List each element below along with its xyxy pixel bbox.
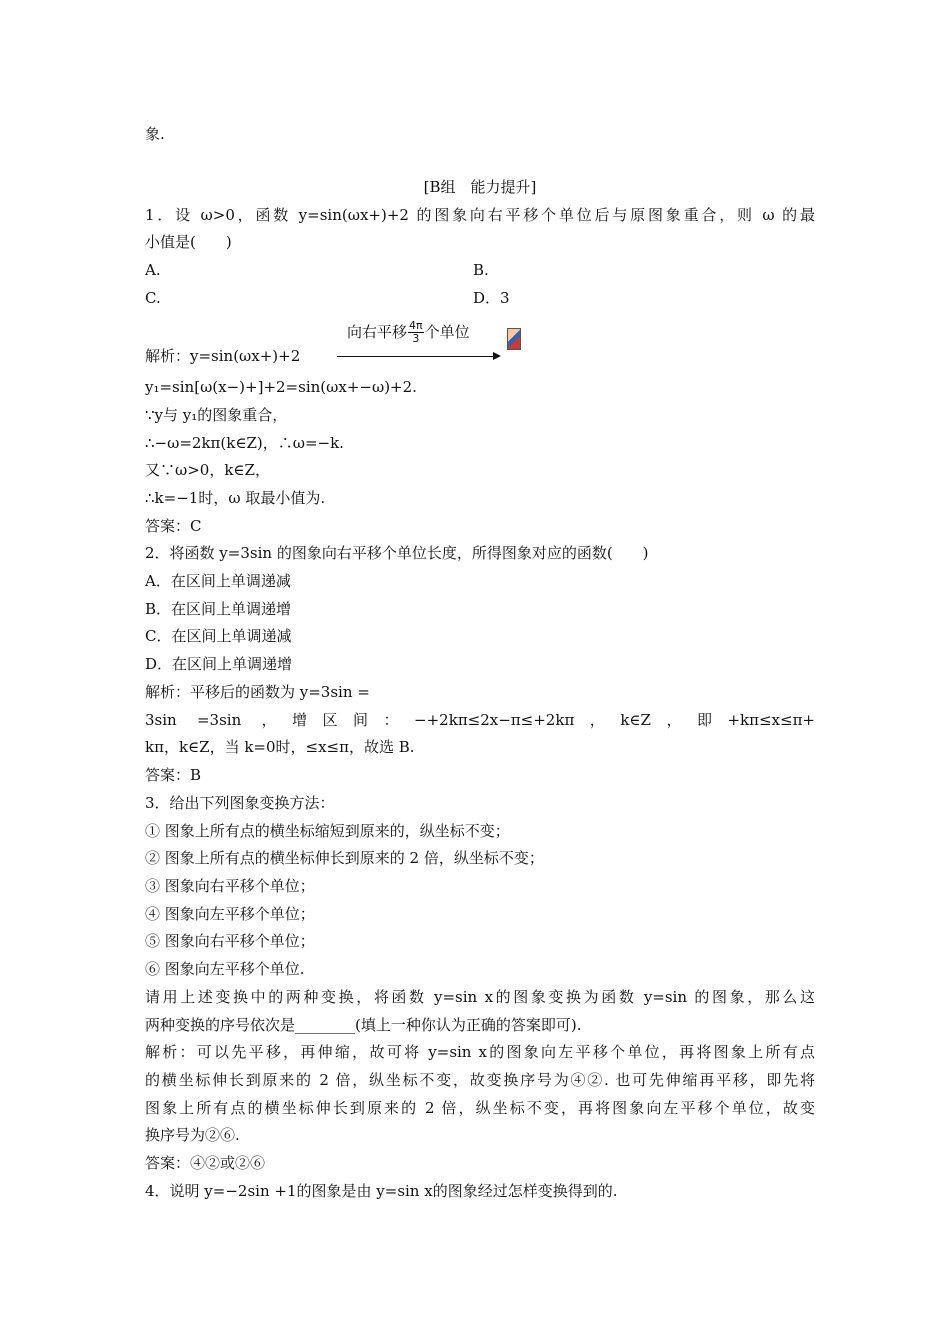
question-3-ask-line-2: 两种变换的序号依次是________(填上一种你认为正确的答案即可).	[145, 1016, 582, 1034]
method-3: ③ 图象向右平移个单位；	[145, 877, 315, 895]
question-1-line-1: 1．设 ω>0，函数 y=sin(ωx+)+2 的图象向右平移个单位后与原图象重合，则 ω 的最	[145, 206, 815, 224]
solution-1-line-1: 解析：y=sin(ωx+)+2	[145, 347, 301, 365]
option-d: D．3	[473, 289, 510, 307]
arrow-label	[347, 320, 470, 345]
option-d: D．在区间上单调递增	[145, 655, 293, 673]
answer-2: 答案：B	[145, 766, 202, 784]
question-2: 2．将函数 y=3sin 的图象向右平移个单位长度，所得图象对应的函数( )	[145, 544, 649, 562]
answer-3: 答案：④②或②⑥	[145, 1154, 266, 1172]
answer-1: 答案：C	[145, 517, 202, 535]
solution-1-line-2: y₁=sin[ω(x−)+]+2=sin(ωx+−ω)+2.	[145, 378, 417, 396]
solution-2-line-3: kπ，k∈Z，当 k=0时，≤x≤π，故选 B.	[145, 738, 415, 756]
solution-1-line-3: ∵y与 y₁的图象重合，	[145, 406, 288, 424]
method-4: ④ 图象向左平移个单位；	[145, 905, 315, 923]
question-4: 4．说明 y=−2sin +1的图象是由 y=sin x的图象经过怎样变换得到的.	[145, 1182, 618, 1200]
option-b: B．在区间上单调递增	[145, 600, 292, 618]
method-1: ① 图象上所有点的横坐标缩短到原来的，纵坐标不变；	[145, 822, 510, 840]
method-5: ⑤ 图象向右平移个单位；	[145, 932, 315, 950]
arrow-label-text: 向右平移	[347, 323, 408, 341]
solution-2-line-1: 解析：平移后的函数为 y=3sin =	[145, 683, 370, 701]
option-a: A.	[145, 261, 161, 279]
solution-3-line-3: 图象上所有点的横坐标伸长到原来的 2 倍，纵坐标不变，再将图象向左平移个单位，故变	[145, 1099, 815, 1117]
solution-1-line-6: ∴k=−1时，ω 取最小值为.	[145, 489, 326, 507]
question-3-ask-line-1: 请用上述变换中的两种变换，将函数 y=sin x的图象变换为函数 y=sin 的图象，那么这	[145, 988, 815, 1006]
option-a: A．在区间上单调递减	[145, 572, 291, 590]
method-2: ② 图象上所有点的横坐标伸长到原来的 2 倍，纵坐标不变；	[145, 849, 544, 867]
fraction-denominator: 3	[412, 332, 420, 345]
solution-2-line-2: 3sin =3sin ，增区间：−+2kπ≤2x−π≤+2kπ，k∈Z，即+kπ≤x≤π+	[145, 711, 815, 729]
option-c: C．在区间上单调递减	[145, 627, 292, 645]
solution-1-line-4: ∴−ω=2kπ(k∈Z)，∴ω=−k.	[145, 434, 344, 452]
question-3: 3．给出下列图象变换方法：	[145, 794, 335, 812]
arrow-label-suffix: 个单位	[424, 323, 470, 341]
solution-3-line-2: 的横坐标伸长到原来的 2 倍，纵坐标不变，故变换序号为④②. 也可先伸缩再平移，即先将	[145, 1071, 815, 1089]
text-line: 象.	[145, 125, 165, 143]
option-c: C.	[145, 289, 161, 307]
section-heading: [B组 能力提升]	[423, 178, 537, 196]
solution-3-line-1: 解析：可以先平移，再伸缩，故可将 y=sin x的图象向左平移个单位，再将图象上所有点	[145, 1043, 815, 1061]
method-6: ⑥ 图象向左平移个单位.	[145, 960, 305, 978]
question-1-line-2: 小值是( )	[145, 233, 232, 251]
arrow-fraction	[408, 320, 424, 345]
solution-1-line-5: 又∵ω>0，k∈Z，	[145, 461, 270, 479]
option-b: B.	[473, 261, 489, 279]
solution-3-line-4: 换序号为②⑥.	[145, 1126, 240, 1144]
fraction-numerator: 4π	[409, 319, 423, 332]
